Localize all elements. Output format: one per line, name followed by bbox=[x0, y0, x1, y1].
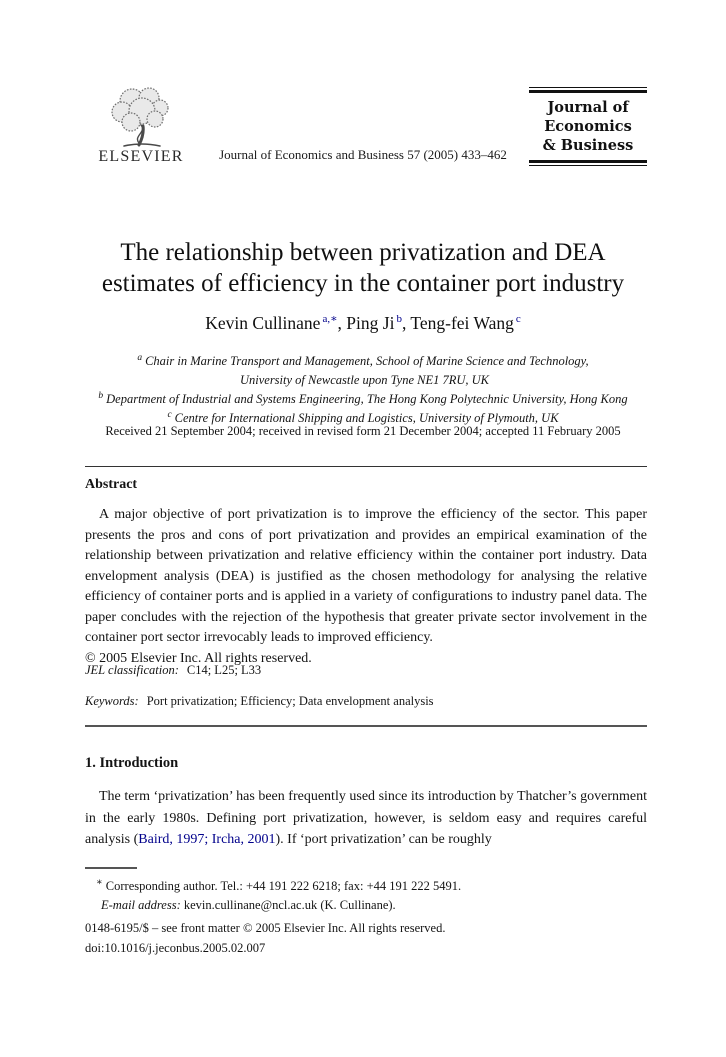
affiliations-block bbox=[0, 350, 726, 427]
email-suffix: (K. Cullinane). bbox=[320, 897, 396, 912]
abstract-body bbox=[85, 505, 647, 669]
affiliation-marker: c bbox=[167, 410, 172, 421]
affiliation-line bbox=[0, 350, 726, 369]
elsevier-logo bbox=[85, 86, 197, 166]
intro-text: ). If ‘port privatization’ can be roughly bbox=[275, 832, 492, 847]
affiliation-text: Chair in Marine Transport and Management, School of Marine Science and Technology, bbox=[145, 354, 589, 369]
email-address-line bbox=[85, 896, 647, 915]
introduction-paragraph bbox=[85, 786, 647, 851]
article-title bbox=[0, 237, 726, 299]
affiliation-marker: a bbox=[137, 353, 143, 363]
intro-text: The term ‘privatization’ has been frequently used since its introduction by Thatcher’s government in the early 1980s. Defining port privatization, however, is seldom easy and requires careful analysis ( bbox=[85, 789, 647, 847]
footnote-block bbox=[85, 874, 647, 914]
page-header bbox=[85, 82, 647, 166]
affiliation-line bbox=[0, 388, 726, 407]
jel-codes: C14; L25; L33 bbox=[186, 663, 262, 677]
affiliation-text: Centre for International Shipping and Logistics, University of Plymouth, UK bbox=[174, 411, 559, 426]
jel-label: JEL classification: bbox=[85, 663, 179, 677]
keywords-values: Port privatization; Efficiency; Data envelopment analysis bbox=[146, 694, 434, 708]
abstract-heading: Abstract bbox=[85, 477, 138, 492]
masthead-line: Journal of bbox=[547, 99, 629, 116]
author-separator: , bbox=[337, 312, 347, 333]
publisher-name: ELSEVIER bbox=[98, 148, 184, 165]
masthead-line: Economics bbox=[544, 118, 632, 135]
keywords-line bbox=[85, 694, 647, 709]
footnote-text: Corresponding author. Tel.: +44 191 222 6218; fax: +44 191 222 5491. bbox=[105, 879, 462, 894]
affiliation-line bbox=[0, 369, 726, 388]
journal-masthead bbox=[529, 87, 647, 166]
imprint-block bbox=[85, 919, 647, 958]
section-heading-introduction: 1. Introduction bbox=[85, 755, 179, 771]
author-line bbox=[0, 312, 726, 334]
divider-abstract-top bbox=[85, 466, 647, 467]
author-affiliation-link[interactable]: b bbox=[396, 313, 402, 325]
author-name: Teng-fei Wang bbox=[410, 312, 514, 333]
affiliation-text: Department of Industrial and Systems Engineering, The Hong Kong Polytechnic University, Hong Kong bbox=[106, 392, 628, 407]
elsevier-tree-icon bbox=[102, 86, 180, 148]
abstract-copyright-line: © 2005 Elsevier Inc. All rights reserved. bbox=[85, 650, 312, 666]
masthead-line: & Business bbox=[542, 137, 634, 154]
issn-copyright-line: 0148-6195/$ – see front matter © 2005 Elsevier Inc. All rights reserved. bbox=[85, 921, 446, 935]
corresponding-author-note bbox=[85, 874, 647, 896]
doi-line: doi:10.1016/j.jeconbus.2005.02.007 bbox=[85, 940, 266, 955]
received-dates-line: Received 21 September 2004; received in revised form 21 December 2004; accepted 11 February 2005 bbox=[105, 424, 621, 438]
email-address: kevin.cullinane@ncl.ac.uk bbox=[183, 897, 318, 912]
jel-classification-line bbox=[85, 663, 647, 678]
article-title-line: estimates of efficiency in the container port industry bbox=[101, 270, 625, 297]
author-name: Ping Ji bbox=[346, 312, 395, 333]
divider-keywords-bottom bbox=[85, 725, 647, 727]
keywords-label: Keywords: bbox=[85, 694, 139, 708]
author-name: Kevin Cullinane bbox=[205, 312, 321, 333]
author-affiliation-link[interactable]: c bbox=[515, 313, 521, 325]
footnote-divider bbox=[85, 867, 137, 869]
author-separator: , bbox=[401, 312, 411, 333]
author-affiliation-link[interactable]: a,∗ bbox=[322, 313, 338, 325]
affiliation-text: University of Newcastle upon Tyne NE1 7RU, UK bbox=[239, 373, 490, 388]
article-title-line: The relationship between privatization and DEA bbox=[120, 239, 606, 266]
citation-link[interactable]: Baird, 1997; Ircha, 2001 bbox=[138, 832, 276, 847]
email-label: E-mail address: bbox=[101, 897, 181, 912]
abstract-paragraph: A major objective of port privatization is to improve the efficiency of the sector. This paper presents the pros and cons of port privatization and provides an empirical examination of the relationship between privatization and relative efficiency within the container port industry. Data envelopment analysis (DEA) is justified as the chosen methodology for analysing the relative efficiency of container ports and is applied in a variety of configurations to industry panel data. The paper concludes with the rejection of the hypothesis that greater private sector involvement in the container port sector irrevocably leads to improved efficiency. bbox=[85, 507, 647, 645]
footnote-marker: ∗ bbox=[96, 877, 103, 888]
journal-citation-line: Journal of Economics and Business 57 (2005) 433–462 bbox=[219, 147, 507, 162]
affiliation-marker: b bbox=[98, 391, 104, 402]
